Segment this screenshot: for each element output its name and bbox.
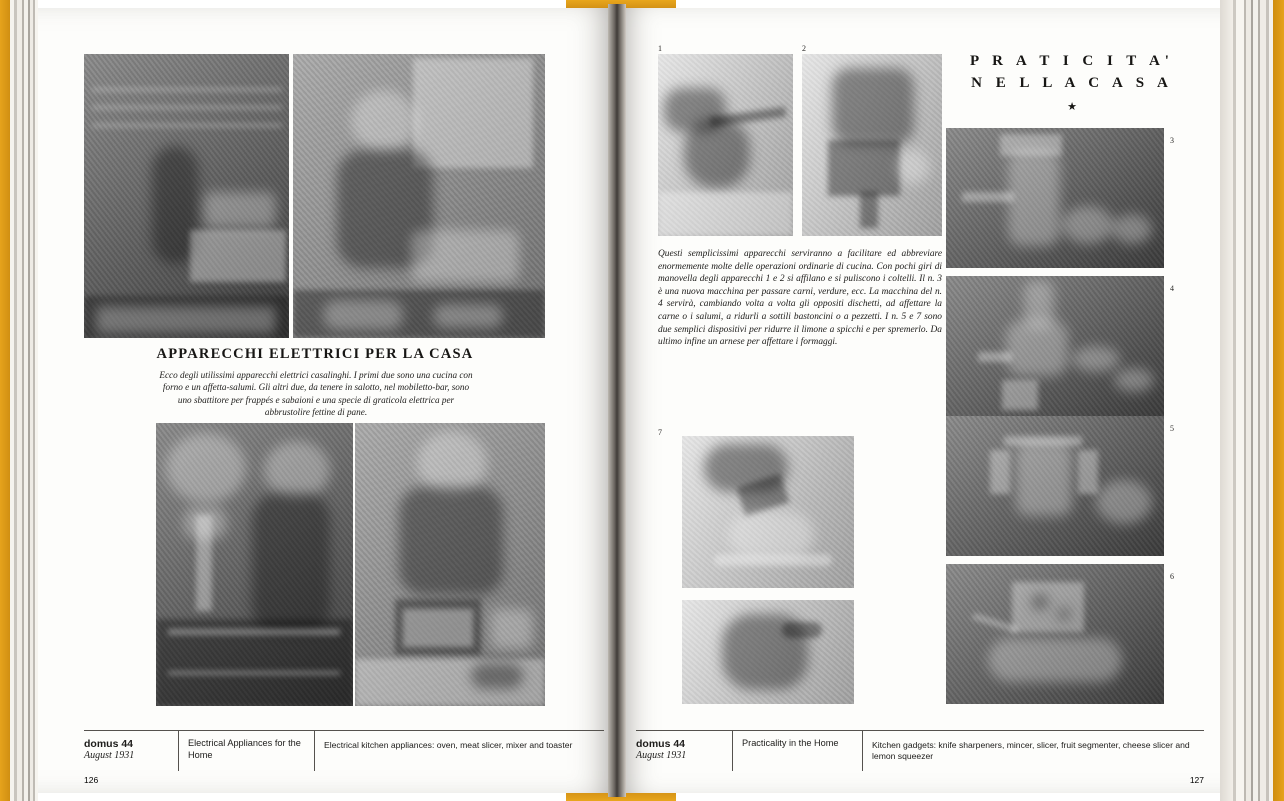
footer-date: August 1931 xyxy=(636,750,687,761)
figure-number-6: 6 xyxy=(1170,572,1174,581)
photo-meat-mincer xyxy=(946,128,1164,268)
photo-lemon-segmenter xyxy=(946,416,1164,556)
footer-description: Electrical kitchen appliances: oven, meat slicer, mixer and toaster xyxy=(324,740,573,750)
page-number-left: 126 xyxy=(84,775,99,785)
photo-lemon-squeezer xyxy=(682,436,854,588)
book-gutter xyxy=(608,4,626,797)
photo-slicer-machine xyxy=(946,276,1164,416)
footer-description: Kitchen gadgets: knife sharpeners, mincer, slicer, fruit segmenter, cheese slicer and lemon squeezer xyxy=(872,740,1190,761)
photo-woman-with-drink-mixer xyxy=(156,423,353,706)
photo-woman-with-electric-toaster xyxy=(355,423,545,706)
right-page-body-text: Questi semplicissimi apparecchi serviranno a facilitare ed abbreviare enormemente molte delle operazioni ordinarie di cucina. Con pochi giri di manovella degli apparecchi 1 e 2 si affilano e si puliscono i coltelli. Il n. 3 è una nuova macchina per passare carni, verdure, ecc. La macchina del n. 4 servirà, cambiando volta a volta gli oppositi dischetti, ad affettare la carne o i salumi, a ridurli a sottili bastoncini o a pezzetti. I n. 5 e 7 sono due semplici dispositivi per ridurre il limone a spicchi e per spremerlo. Da ultimo infine un arnese per affettare i formaggi. xyxy=(658,249,942,348)
left-page-footer xyxy=(84,730,604,785)
photo-lemon-squeezer-detail xyxy=(682,600,854,704)
figure-number-1: 1 xyxy=(658,44,662,53)
figure-number-4: 4 xyxy=(1170,284,1174,293)
right-page-footer xyxy=(636,730,1204,785)
right-page-title xyxy=(938,50,1206,94)
photo-woman-with-meat-slicer xyxy=(293,54,545,338)
page-number-right: 127 xyxy=(1189,775,1204,785)
figure-number-7: 7 xyxy=(658,428,662,437)
figure-number-3: 3 xyxy=(1170,136,1174,145)
left-page-caption: Ecco degli utilissimi apparecchi elettrici casalinghi. I primi due sono una cucina con forno e un affetta-salumi. Gli altri due, da tenere in salotto, nel mobiletto-bar, sono uno sbattitore per frappés e sabaioni e una specie di graticola elettrica per abbrustolire fettine di pane. xyxy=(159,370,473,418)
footer-topic: Electrical Appliances for the Home xyxy=(188,738,301,760)
photo-woman-at-electric-stove xyxy=(84,54,289,338)
star-ornament: ★ xyxy=(1067,101,1077,113)
right-page-edges xyxy=(1220,0,1284,801)
footer-magazine: domus 44 xyxy=(84,738,134,750)
photo-cheese-slicer xyxy=(946,564,1164,704)
footer-topic: Practicality in the Home xyxy=(742,738,839,748)
figure-number-5: 5 xyxy=(1170,424,1174,433)
title-line-1: P R A T I C I T A' xyxy=(970,53,1174,69)
title-line-2: N E L L A C A S A xyxy=(971,75,1173,91)
left-page xyxy=(38,8,616,793)
right-page xyxy=(620,8,1220,793)
footer-date: August 1931 xyxy=(84,750,135,761)
photo-knife-sharpener-hand xyxy=(658,54,793,236)
photo-crank-knife-cleaner xyxy=(802,54,942,236)
left-page-headline: APPARECCHI ELETTRICI PER LA CASA xyxy=(156,346,474,362)
footer-magazine: domus 44 xyxy=(636,738,686,750)
figure-number-2: 2 xyxy=(802,44,806,53)
